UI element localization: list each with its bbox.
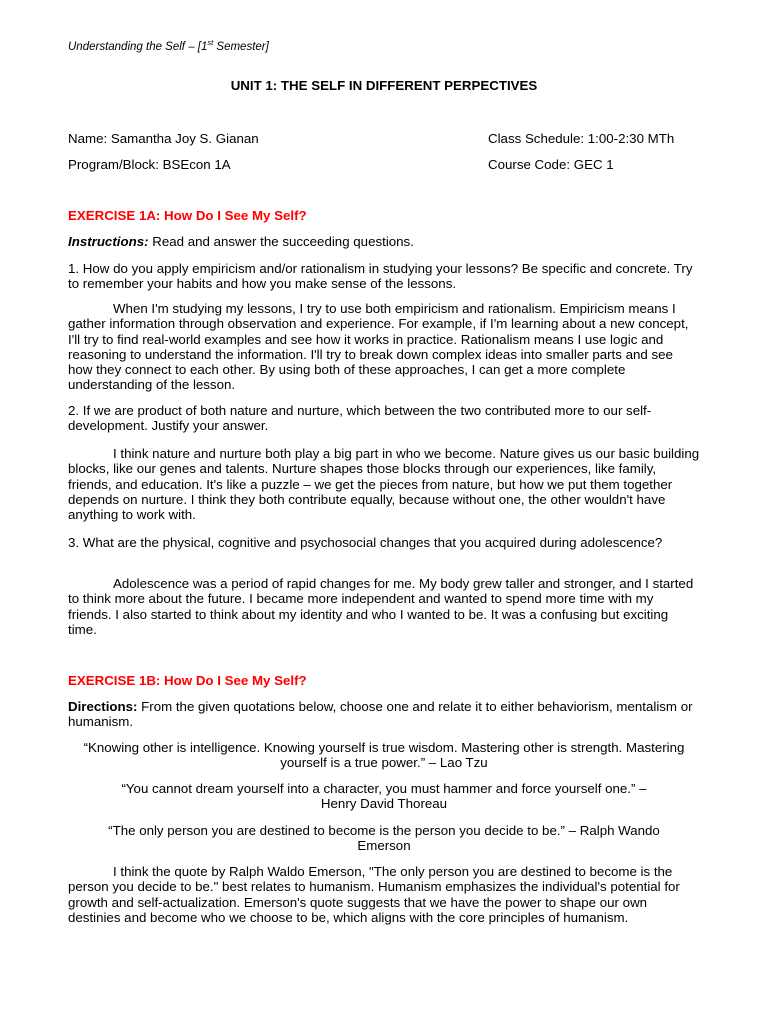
directions: Directions: From the given quotations below, choose one and relate it to either behaviorism, mentalism or humanism. — [68, 699, 693, 730]
student-name: Name: Samantha Joy S. Gianan — [68, 131, 259, 146]
question-2: 2. If we are product of both nature and nurture, which between the two contributed more to our self-development. Justify your answer. — [68, 403, 652, 434]
course-code: Course Code: GEC 1 — [488, 157, 614, 172]
quote-emerson: “The only person you are destined to become is the person you decide to be.” – Ralph Wando Emerson — [108, 823, 660, 854]
instructions: Instructions: Read and answer the succeeding questions. — [68, 234, 414, 249]
exercise-1b-heading: EXERCISE 1B: How Do I See My Self? — [68, 673, 307, 688]
quote-lao-tzu: “Knowing other is intelligence. Knowing yourself is true wisdom. Mastering other is strength. Mastering yourself is a true power.” – Lao Tzu — [83, 740, 685, 771]
answer-3: Adolescence was a period of rapid changes for me. My body grew taller and stronger, and I started to think more about the future. I became more independent and wanted to spend more time with my friends. I also started to think about my identity and who I wanted to be. It was a confusing but exciting time. — [68, 576, 694, 637]
program-block: Program/Block: BSEcon 1A — [68, 157, 231, 172]
page-header: Understanding the Self – [1st Semester] — [68, 38, 269, 53]
quote-thoreau: “You cannot dream yourself into a character, you must hammer and force yourself one.” – Henry David Thoreau — [121, 781, 647, 812]
exercise-1a-heading: EXERCISE 1A: How Do I See My Self? — [68, 208, 307, 223]
class-schedule: Class Schedule: 1:00-2:30 MTh — [488, 131, 675, 146]
question-1: 1. How do you apply empiricism and/or rationalism in studying your lessons? Be specific and concrete. Try to remember your habits and how you make sense of the lessons. — [68, 261, 693, 292]
document-title: UNIT 1: THE SELF IN DIFFERENT PERPECTIVES — [230, 78, 538, 93]
question-3: 3. What are the physical, cognitive and psychosocial changes that you acquired during adolescence? — [68, 535, 663, 550]
answer-1b: I think the quote by Ralph Waldo Emerson, "The only person you are destined to become is the person you decide to be." best relates to humanism. Humanism emphasizes the individual's potential for growth and self-actualization. Emerson's quote suggests that we have the power to shape our own destinies and become who we choose to be, which aligns with the core principles of humanism. — [68, 864, 680, 925]
answer-1: When I'm studying my lessons, I try to use both empiricism and rationalism. Empiricism means I gather information through observation and experience. For example, if I'm learning about a new concept, I'll try to find real-world examples and see how it works in practice. Rationalism means I use logic and reasoning to understand the information. I'll try to break down complex ideas into smaller parts and see how they connect to each other. By using both of these approaches, I can get a more complete understanding of the lesson. — [68, 301, 689, 393]
answer-2: I think nature and nurture both play a big part in who we become. Nature gives us our basic building blocks, like our genes and talents. Nurture shapes those blocks through our experiences, like family, friends, and education. It's like a puzzle – we get the pieces from nature, but how we put them together depends on nurture. I think they both contribute equally, because without one, the other wouldn't have anything to work with. — [68, 446, 700, 523]
